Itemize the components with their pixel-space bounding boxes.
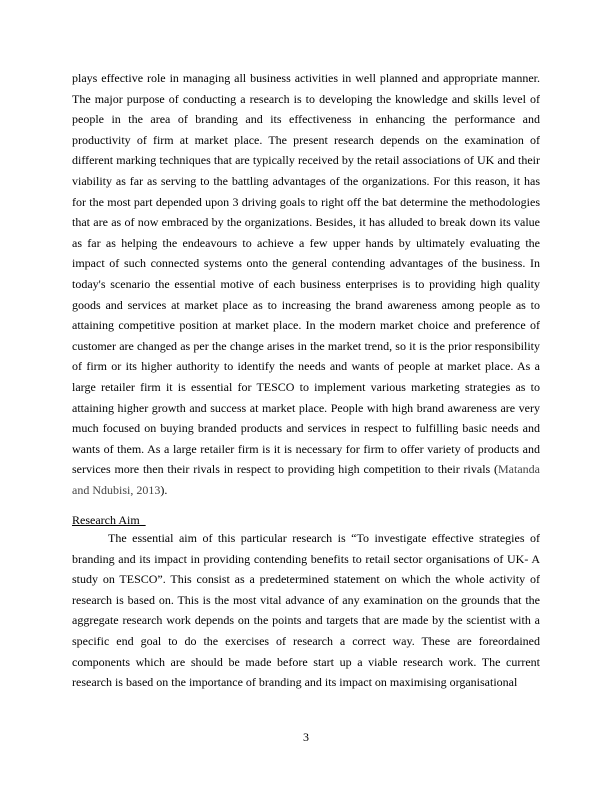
paragraph-text: plays effective role in managing all business activities in well planned and appropriate manner. The major purpose of conducting a research is to developing the knowledge and skills level of people in the area of branding and its effectiveness in enhancing the performance and productivity of firm at market place. The present research depends on the examination of different marking techniques that are typically received by the retail associations of UK and their viability as far as serving to the battling advantages of the organizations. For this reason, it has for the most part depended upon 3 driving goals to right off the bat determine the methodologies that are as of now embraced by the organizations. Besides, it has alluded to break down its value as far as helping the endeavours to achieve a few upper hands by ultimately evaluating the impact of such connected systems onto the general contending advantages of the business. In today's scenario the essential motive of each business enterprises is to providing high quality goods and services at market place as to increasing the brand awareness among people as to attaining competitive position at market place. In the modern market choice and preference of customer are changed as per the change arises in the market trend, so it is the prior responsibility of firm or its higher authority to identify the needs and wants of people at market place. As a large retailer firm it is essential for TESCO to implement various marketing strategies as to attaining higher growth and success at market place. People with high brand awareness are very much focused on buying branded products and services in respect to fulfilling basic needs and wants of them. As a large retailer firm is it is necessary for firm to offer variety of products and services more then their rivals in respect to providing high competition to their rivals (: [72, 71, 540, 477]
citation: Matanda and Ndubisi, 2013: [72, 462, 540, 497]
section-heading: Research Aim: [72, 513, 146, 527]
paragraph-closing: ).: [160, 482, 168, 497]
body-paragraph: [72, 68, 540, 500]
page-number: 3: [303, 730, 309, 744]
research-aim-paragraph: The essential aim of this particular research is “To investigate effective strategies of branding and its impact in providing contending benefits to retail sector organisations of UK- A study on TESCO”. This consist as a predetermined statement on which the whole activity of research is based on. This is the most vital advance of any examination on the grounds that the aggregate research work depends on the points and targets that are made by the scientist with a specific end goal to do the exercises of research a correct way. These are foreordained components which are should be made before start up a viable research work. The current research is based on the importance of branding and its impact on maximising organisational: [72, 531, 540, 690]
